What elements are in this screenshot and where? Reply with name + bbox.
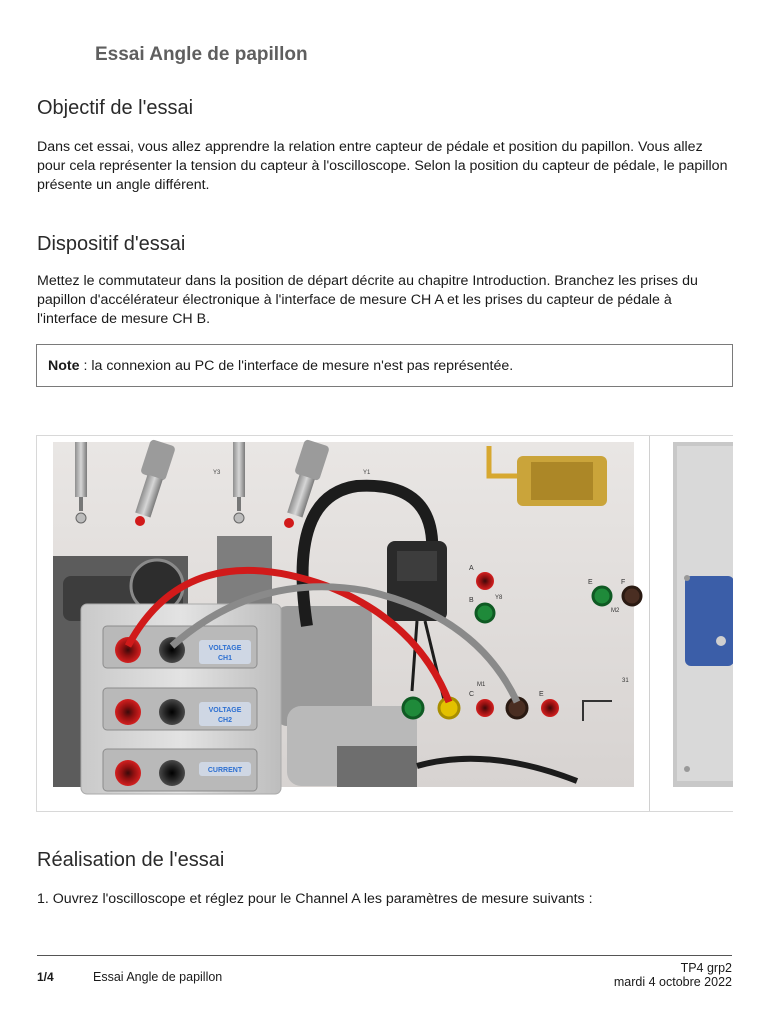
label-e-right: E [588, 579, 593, 586]
document-title: Essai Angle de papillon [95, 44, 308, 65]
main-photo [53, 439, 641, 794]
footer-group: TP4 grp2 [680, 961, 732, 975]
label-y3: Y3 [213, 470, 221, 476]
jack-red [476, 699, 494, 717]
setup-photo-illustration [37, 436, 733, 812]
label-e-bottom: E [539, 691, 544, 698]
jack-a [476, 572, 494, 590]
ch1-label-line1: VOLTAGE [208, 645, 242, 652]
dispositif-paragraph: Mettez le commutateur dans la position de départ décrite au chapitre Introduction. Branchez les prises du papillon d'accélérateur électronique à l'interface de mesure CH A et les prises du capteur de pédale à l'interface de mesure CH B. [37, 273, 698, 327]
secondary-photo [673, 442, 733, 787]
label-f: F [621, 579, 626, 586]
objectif-paragraph: Dans cet essai, vous allez apprendre la relation entre capteur de pédale et position du papillon. Vous allez pour cela représenter la tension du capteur à l'oscilloscope. Selon la position du capteur de pédale, le papillon présente un angle différent. [37, 139, 728, 193]
jack-green [403, 698, 423, 718]
jack-b [476, 604, 494, 622]
label-m1: M1 [477, 682, 486, 688]
note-box [36, 344, 733, 387]
label-m2: M2 [611, 608, 620, 614]
label-c: C [469, 691, 475, 698]
section-heading-realisation: Réalisation de l'essai [37, 849, 225, 871]
figure-frame [36, 435, 733, 812]
footer-date: mardi 4 octobre 2022 [613, 975, 732, 989]
note-text: : la connexion au PC de l'interface de mesure n'est pas représentée. [79, 358, 514, 374]
jack-f [623, 587, 641, 605]
realisation-step-1: 1. Ouvrez l'oscilloscope et réglez pour le Channel A les paramètres de mesure suivants : [37, 891, 593, 907]
label-31: 31 [622, 678, 629, 684]
current-label: CURRENT [207, 767, 243, 774]
jack-red-right [541, 699, 559, 717]
section-heading-dispositif: Dispositif d'essai [37, 233, 186, 255]
footer-title: Essai Angle de papillon [93, 970, 223, 984]
measurement-interface [81, 604, 281, 794]
footer-page-number: 1/4 [37, 970, 54, 984]
label-y8: Y8 [495, 595, 503, 601]
ch2-label-line2: CH2 [217, 717, 233, 724]
label-b: B [469, 597, 474, 604]
label-a: A [469, 565, 474, 572]
footer-meta [614, 961, 732, 989]
note-label: Note [48, 358, 80, 374]
ch1-label-line2: CH1 [217, 655, 233, 662]
jack-e-right [593, 587, 611, 605]
label-y1: Y1 [363, 470, 371, 476]
section-heading-objectif: Objectif de l'essai [37, 97, 194, 119]
footer-divider [37, 955, 732, 956]
ch2-label-line1: VOLTAGE [208, 707, 242, 714]
